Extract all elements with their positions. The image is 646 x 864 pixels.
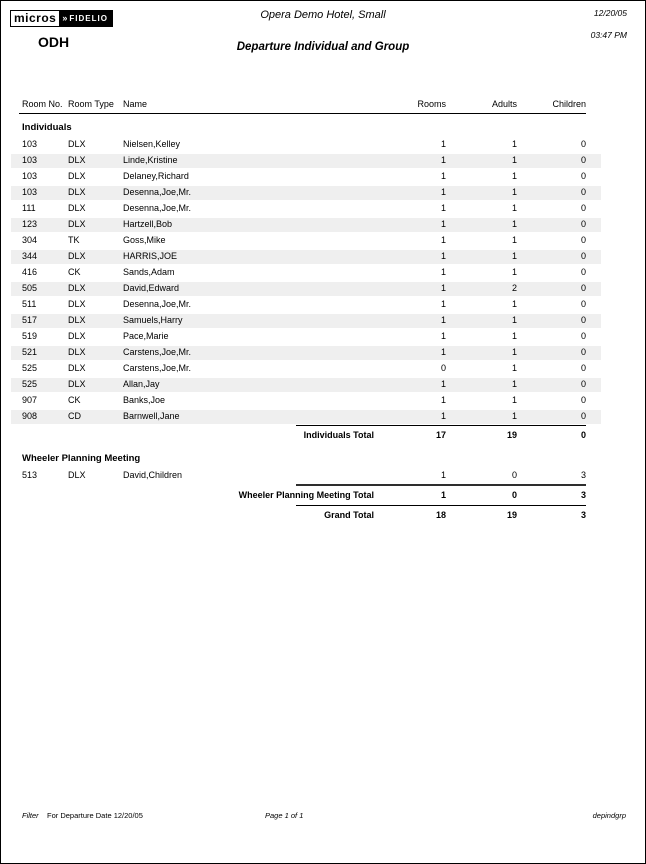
cell-guest-name: David,Edward xyxy=(123,283,180,293)
cell-room-no: 103 xyxy=(22,171,38,181)
cell-adults: 2 xyxy=(511,283,517,293)
cell-guest-name: Nielsen,Kelley xyxy=(123,139,181,149)
column-header-room_type: Room Type xyxy=(68,99,114,109)
table-row xyxy=(11,297,601,313)
cell-guest-name: Delaney,Richard xyxy=(123,171,189,181)
cell-room-no: 525 xyxy=(22,379,38,389)
table-row xyxy=(11,468,601,484)
cell-rooms: 1 xyxy=(440,315,446,325)
table-row xyxy=(11,393,601,409)
cell-guest-name: Samuels,Harry xyxy=(123,315,183,325)
cell-adults: 1 xyxy=(511,363,517,373)
cell-adults: 1 xyxy=(511,411,517,421)
cell-children: 0 xyxy=(580,379,586,389)
cell-rooms: 1 xyxy=(440,283,446,293)
cell-guest-name: David,Children xyxy=(123,470,183,480)
logo-separator-icon: » xyxy=(62,13,69,23)
column-header-children: Children xyxy=(552,99,586,109)
column-header-rooms: Rooms xyxy=(417,99,446,109)
cell-children: 0 xyxy=(580,411,586,421)
cell-rooms: 1 xyxy=(440,155,446,165)
cell-rooms: 1 xyxy=(440,171,446,181)
table-row xyxy=(11,153,601,169)
header-rule xyxy=(19,113,586,114)
cell-room-type: DLX xyxy=(68,283,86,293)
cell-room-type: DLX xyxy=(68,331,86,341)
cell-room-type: DLX xyxy=(68,219,86,229)
cell-children: 0 xyxy=(580,219,586,229)
cell-room-no: 103 xyxy=(22,139,38,149)
cell-guest-name: Barnwell,Jane xyxy=(123,411,180,421)
cell-guest-name: Linde,Kristine xyxy=(123,155,178,165)
column-header-name: Name xyxy=(123,99,148,109)
cell-adults: 1 xyxy=(511,315,517,325)
group-total-row xyxy=(11,486,601,505)
cell-guest-name: Pace,Marie xyxy=(123,331,169,341)
cell-rooms: 1 xyxy=(440,395,446,405)
report-title: Departure Individual and Group xyxy=(236,41,410,53)
cell-room-type: DLX xyxy=(68,171,86,181)
cell-room-no: 103 xyxy=(22,155,38,165)
property-code: ODH xyxy=(38,34,70,50)
cell-children: 0 xyxy=(580,139,586,149)
table-row xyxy=(11,265,601,281)
cell-adults: 1 xyxy=(511,219,517,229)
group-header: Wheeler Planning Meeting xyxy=(22,453,141,464)
cell-rooms: 1 xyxy=(440,299,446,309)
cell-room-no: 517 xyxy=(22,315,38,325)
cell-room-type: CK xyxy=(68,395,81,405)
cell-children: 0 xyxy=(580,203,586,213)
table-row xyxy=(11,329,601,345)
cell-guest-name: Goss,Mike xyxy=(123,235,166,245)
cell-rooms: 1 xyxy=(440,219,446,229)
cell-adults: 1 xyxy=(511,379,517,389)
group-total-label: Individuals Total xyxy=(303,430,374,440)
cell-room-no: 513 xyxy=(22,470,38,480)
cell-adults: 1 xyxy=(511,235,517,245)
cell-guest-name: Desenna,Joe,Mr. xyxy=(123,187,192,197)
cell-room-no: 123 xyxy=(22,219,38,229)
grand-total-row xyxy=(11,506,601,525)
filter-text: For Departure Date 12/20/05 xyxy=(47,811,143,820)
table-row xyxy=(11,233,601,249)
group-total-rooms: 17 xyxy=(435,430,446,440)
grand-total-adults: 19 xyxy=(506,510,517,520)
cell-adults: 1 xyxy=(511,331,517,341)
cell-room-no: 103 xyxy=(22,187,38,197)
fidelio-logo-text: FIDELIO xyxy=(69,14,108,23)
cell-rooms: 1 xyxy=(440,267,446,277)
cell-adults: 1 xyxy=(511,155,517,165)
cell-rooms: 1 xyxy=(440,235,446,245)
micros-logo-text: micros xyxy=(10,10,60,27)
page-number: Page 1 of 1 xyxy=(265,811,304,820)
group-total-label: Wheeler Planning Meeting Total xyxy=(238,490,374,500)
cell-rooms: 0 xyxy=(440,363,446,373)
group-total-row xyxy=(11,426,601,445)
cell-rooms: 1 xyxy=(440,203,446,213)
cell-rooms: 1 xyxy=(440,379,446,389)
cell-guest-name: Desenna,Joe,Mr. xyxy=(123,203,192,213)
cell-adults: 1 xyxy=(511,299,517,309)
cell-room-no: 505 xyxy=(22,283,38,293)
cell-children: 3 xyxy=(580,470,586,480)
cell-room-type: DLX xyxy=(68,315,86,325)
column-header-room_no: Room No. xyxy=(22,99,63,109)
cell-children: 0 xyxy=(580,283,586,293)
cell-room-type: DLX xyxy=(68,379,86,389)
cell-room-no: 111 xyxy=(22,203,36,213)
report-table xyxy=(1,97,646,525)
filter-label: Filter xyxy=(22,811,39,820)
cell-children: 0 xyxy=(580,251,586,261)
cell-children: 0 xyxy=(580,171,586,181)
group-header: Individuals xyxy=(22,122,72,133)
grand-total-children: 3 xyxy=(580,510,586,520)
report-date: 12/20/05 xyxy=(593,8,627,18)
cell-children: 0 xyxy=(580,395,586,405)
cell-room-type: DLX xyxy=(68,470,86,480)
table-row xyxy=(11,313,601,329)
cell-room-no: 908 xyxy=(22,411,38,421)
cell-rooms: 1 xyxy=(440,470,446,480)
cell-guest-name: Sands,Adam xyxy=(123,267,175,277)
table-row xyxy=(11,201,601,217)
cell-adults: 1 xyxy=(511,251,517,261)
group-total-adults: 0 xyxy=(511,490,517,500)
cell-adults: 1 xyxy=(511,347,517,357)
cell-children: 0 xyxy=(580,155,586,165)
hotel-name: Opera Demo Hotel, Small xyxy=(260,9,386,21)
report-time: 03:47 PM xyxy=(590,30,627,40)
cell-rooms: 1 xyxy=(440,411,446,421)
cell-room-type: CK xyxy=(68,267,81,277)
cell-adults: 1 xyxy=(511,139,517,149)
cell-guest-name: Hartzell,Bob xyxy=(123,219,173,229)
column-header-adults: Adults xyxy=(491,99,517,109)
table-row xyxy=(11,185,601,201)
cell-room-type: DLX xyxy=(68,203,86,213)
report-code: depindgrp xyxy=(592,811,626,820)
grand-total-label: Grand Total xyxy=(324,510,374,520)
cell-children: 0 xyxy=(580,235,586,245)
table-row xyxy=(11,281,601,297)
group-total-adults: 19 xyxy=(506,430,517,440)
report-footer xyxy=(1,811,645,825)
table-row xyxy=(11,137,601,153)
cell-room-type: TK xyxy=(68,235,80,245)
table-column-headers xyxy=(11,97,601,113)
cell-room-no: 519 xyxy=(22,331,38,341)
cell-room-no: 521 xyxy=(22,347,38,357)
cell-guest-name: Desenna,Joe,Mr. xyxy=(123,299,192,309)
cell-rooms: 1 xyxy=(440,139,446,149)
group-total-children: 3 xyxy=(580,490,586,500)
cell-room-no: 907 xyxy=(22,395,38,405)
cell-room-type: DLX xyxy=(68,363,86,373)
cell-adults: 1 xyxy=(511,203,517,213)
cell-room-no: 304 xyxy=(22,235,38,245)
cell-adults: 1 xyxy=(511,395,517,405)
cell-rooms: 1 xyxy=(440,347,446,357)
table-row xyxy=(11,169,601,185)
table-row xyxy=(11,361,601,377)
cell-rooms: 1 xyxy=(440,187,446,197)
cell-guest-name: Banks,Joe xyxy=(123,395,166,405)
cell-room-no: 511 xyxy=(22,299,37,309)
cell-room-type: DLX xyxy=(68,139,86,149)
cell-children: 0 xyxy=(580,363,586,373)
cell-guest-name: HARRIS,JOE xyxy=(123,251,178,261)
table-row xyxy=(11,409,601,425)
cell-children: 0 xyxy=(580,331,586,341)
cell-room-type: DLX xyxy=(68,347,86,357)
cell-adults: 1 xyxy=(511,171,517,181)
cell-children: 0 xyxy=(580,299,586,309)
table-row xyxy=(11,217,601,233)
cell-adults: 1 xyxy=(511,267,517,277)
cell-rooms: 1 xyxy=(440,251,446,261)
cell-guest-name: Allan,Jay xyxy=(123,379,160,389)
cell-room-type: CD xyxy=(68,411,81,421)
cell-room-no: 344 xyxy=(22,251,38,261)
cell-children: 0 xyxy=(580,187,586,197)
grand-total-rooms: 18 xyxy=(435,510,446,520)
cell-rooms: 1 xyxy=(440,331,446,341)
cell-adults: 0 xyxy=(511,470,517,480)
cell-guest-name: Carstens,Joe,Mr. xyxy=(123,347,192,357)
cell-room-no: 416 xyxy=(22,267,38,277)
cell-room-type: DLX xyxy=(68,299,86,309)
cell-room-type: DLX xyxy=(68,187,86,197)
cell-room-type: DLX xyxy=(68,251,86,261)
cell-room-type: DLX xyxy=(68,155,86,165)
table-row xyxy=(11,345,601,361)
cell-children: 0 xyxy=(580,347,586,357)
cell-guest-name: Carstens,Joe,Mr. xyxy=(123,363,192,373)
group-total-rooms: 1 xyxy=(440,490,446,500)
cell-children: 0 xyxy=(580,315,586,325)
cell-children: 0 xyxy=(580,267,586,277)
cell-room-no: 525 xyxy=(22,363,38,373)
cell-adults: 1 xyxy=(511,187,517,197)
table-row xyxy=(11,249,601,265)
group-total-children: 0 xyxy=(580,430,586,440)
table-row xyxy=(11,377,601,393)
